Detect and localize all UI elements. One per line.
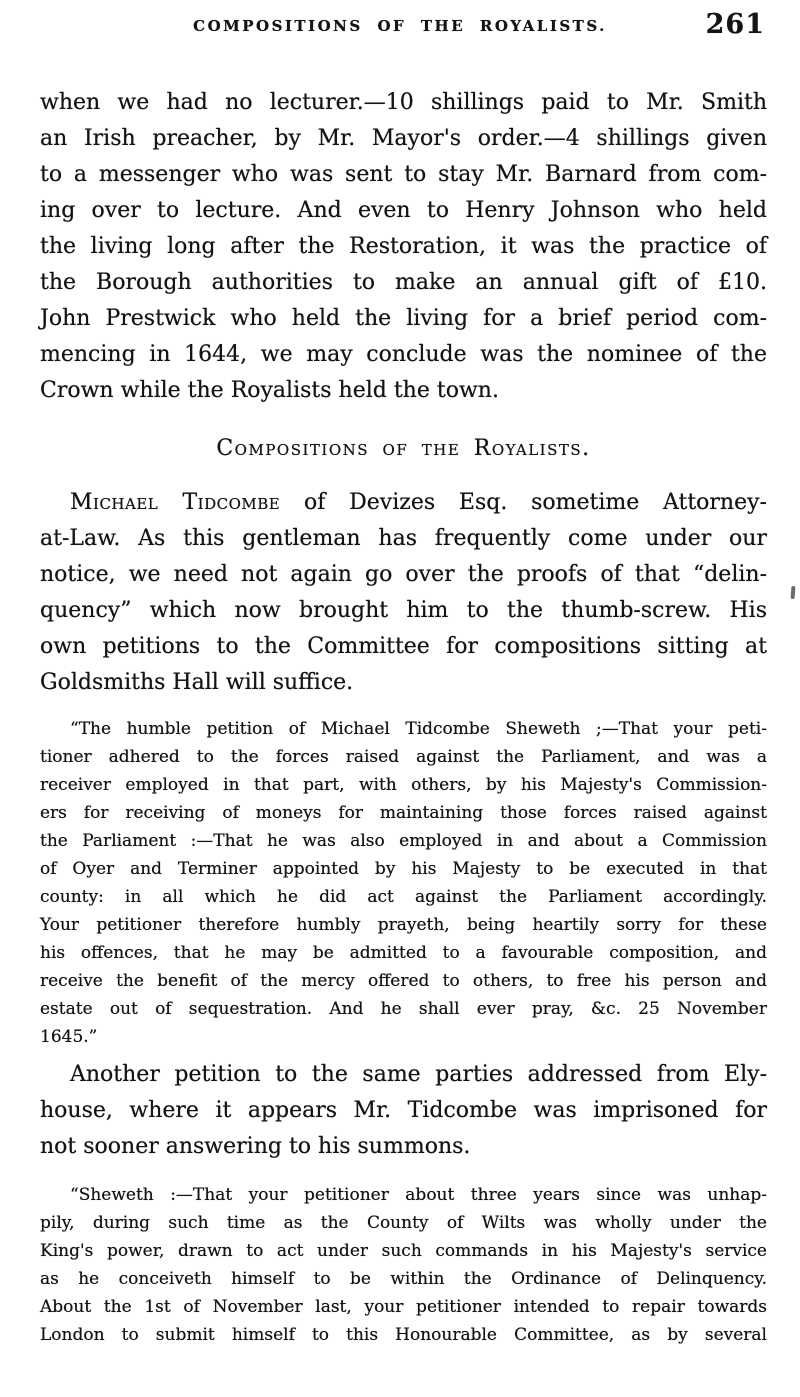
text-line: estate out of sequestration. And he shall ever pray, &c. 25 November bbox=[40, 999, 767, 1019]
page-number: 261 bbox=[705, 9, 765, 40]
text-line: “The humble petition of Michael Tidcombe Sheweth ;—That your peti- bbox=[70, 719, 767, 739]
block-quote bbox=[40, 1181, 767, 1349]
text-line: as he conceiveth himself to be within the Ordinance of Delinquency. bbox=[40, 1269, 767, 1289]
text-line: Another petition to the same parties addressed from Ely- bbox=[70, 1062, 767, 1087]
text-line: Michael Tidcombe of Devizes Esq. sometime Attorney- bbox=[70, 490, 767, 515]
text-line: county: in all which he did act against the Parliament accordingly. bbox=[40, 887, 767, 907]
running-head bbox=[0, 0, 800, 51]
text-line: when we had no lecturer.—10 shillings paid to Mr. Smith bbox=[40, 90, 767, 115]
smallcaps-name: Michael Tidcombe bbox=[70, 490, 281, 515]
paragraph bbox=[40, 485, 767, 701]
running-head-title: COMPOSITIONS OF THE ROYALISTS. bbox=[193, 17, 607, 35]
text-line: not sooner answering to his summons. bbox=[40, 1134, 471, 1159]
text-line: notice, we need not again go over the proofs of that “delin- bbox=[40, 562, 767, 587]
text-line: 1645.” bbox=[40, 1027, 98, 1047]
text-line: an Irish preacher, by Mr. Mayor's order.—4 shillings given bbox=[40, 126, 767, 151]
text-line: “Sheweth :—That your petitioner about three years since was unhap- bbox=[70, 1185, 767, 1205]
text-line: ing over to lecture. And even to Henry Johnson who held bbox=[40, 198, 767, 223]
text-line: the Parliament :—That he was also employed in and about a Commission bbox=[40, 831, 767, 851]
paragraph bbox=[40, 85, 767, 409]
text-line: About the 1st of November last, your petitioner intended to repair towards bbox=[40, 1297, 767, 1317]
text-line: the Borough authorities to make an annual gift of £10. bbox=[40, 270, 767, 295]
text-line: receiver employed in that part, with others, by his Majesty's Commission- bbox=[40, 775, 767, 795]
text-line: quency” which now brought him to the thumb-screw. His bbox=[40, 598, 767, 623]
text-line: London to submit himself to this Honourable Committee, as by several bbox=[40, 1325, 767, 1345]
text-line: mencing in 1644, we may conclude was the nominee of the bbox=[40, 342, 767, 367]
text-line: his offences, that he may be admitted to a favourable composition, and bbox=[40, 943, 767, 963]
text-line: house, where it appears Mr. Tidcombe was imprisoned for bbox=[40, 1098, 767, 1123]
text-line: tioner adhered to the forces raised against the Parliament, and was a bbox=[40, 747, 767, 767]
text-line: ers for receiving of moneys for maintaining those forces raised against bbox=[40, 803, 767, 823]
text-line: receive the benefit of the mercy offered to others, to free his person and bbox=[40, 971, 767, 991]
text-line: John Prestwick who held the living for a brief period com- bbox=[40, 306, 767, 331]
paragraph bbox=[40, 1057, 767, 1165]
text-line: Your petitioner therefore humbly prayeth, being heartily sorry for these bbox=[40, 915, 767, 935]
text-line: Crown while the Royalists held the town. bbox=[40, 378, 499, 403]
text-line: the living long after the Restoration, it was the practice of bbox=[40, 234, 767, 259]
page-content bbox=[0, 85, 800, 1349]
section-heading: Compositions of the Royalists. bbox=[216, 436, 591, 461]
text-line: pily, during such time as the County of Wilts was wholly under the bbox=[40, 1213, 767, 1233]
text-line: own petitions to the Committee for compositions sitting at bbox=[40, 634, 767, 659]
text-line: King's power, drawn to act under such commands in his Majesty's service bbox=[40, 1241, 767, 1261]
text-line: at-Law. As this gentleman has frequently come under our bbox=[40, 526, 767, 551]
text-line: Goldsmiths Hall will suffice. bbox=[40, 670, 354, 695]
text-line: of Oyer and Terminer appointed by his Majesty to be executed in that bbox=[40, 859, 767, 879]
text-line: to a messenger who was sent to stay Mr. Barnard from com- bbox=[40, 162, 767, 187]
block-quote bbox=[40, 715, 767, 1051]
